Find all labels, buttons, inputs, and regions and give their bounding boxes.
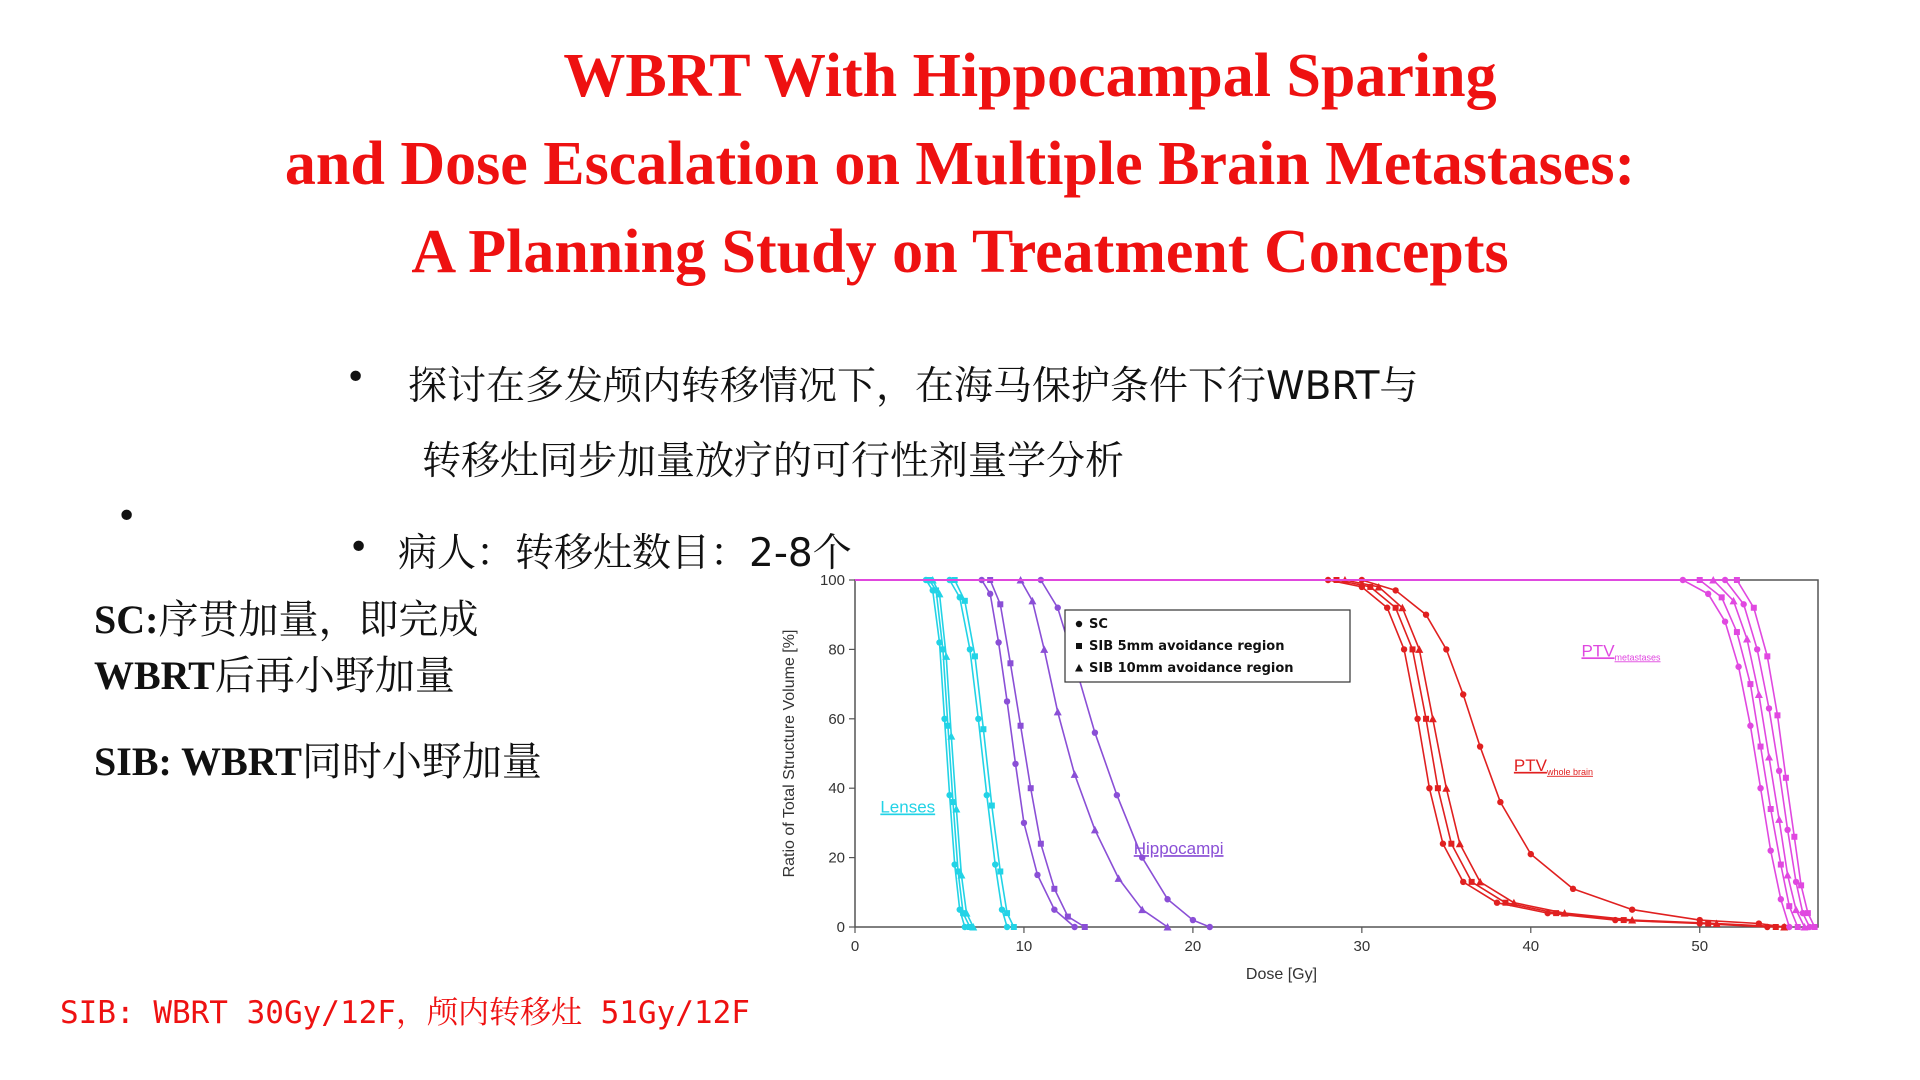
point-hippocampi-8-5: [1114, 792, 1120, 798]
point-ptv_metastases-17-1: [1734, 577, 1740, 583]
title-line-1: WBRT With Hippocampal Sparing: [563, 42, 1497, 110]
point-ptv_whole_brain-10-5: [1423, 716, 1429, 722]
point-hippocampi-6-4: [1018, 723, 1024, 729]
dvh-chart: [770, 565, 1830, 1005]
point-ptv_whole_brain-10-3: [1393, 605, 1399, 611]
point-ptv_whole_brain-10-6: [1435, 785, 1441, 791]
definition-sc-text-1: 序贯加量，即完成: [158, 597, 479, 642]
point-hippocampi-8-8: [1190, 917, 1196, 923]
annotation-sub-3: metastases: [1614, 652, 1661, 663]
x-tick-label-4: 40: [1522, 938, 1540, 955]
point-ptv_whole_brain-12-3: [1423, 612, 1429, 618]
point-lenses-3-5: [984, 792, 990, 798]
point-ptv_whole_brain-12-7: [1497, 799, 1503, 805]
point-hippocampi-8-7: [1164, 896, 1170, 902]
point-hippocampi-8-2: [1055, 605, 1061, 611]
point-hippocampi-6-3: [1007, 660, 1013, 666]
bullet-marker-2: •: [348, 527, 370, 568]
point-ptv_whole_brain-9-7: [1440, 841, 1446, 847]
point-ptv_metastases-16-3: [1754, 646, 1760, 652]
point-lenses-4-4: [980, 726, 986, 732]
definition-sc-line-1: [94, 588, 478, 645]
point-ptv_whole_brain-12-4: [1443, 646, 1449, 652]
annotation-main-0: Lenses: [880, 797, 936, 817]
point-ptv_metastases-14-2: [1719, 594, 1725, 600]
point-lenses-4-6: [997, 868, 1003, 874]
legend-label-2: SIB 10mm avoidance region: [1089, 661, 1294, 676]
x-tick-label-3: 30: [1353, 938, 1371, 955]
point-ptv_metastases-17-8: [1805, 910, 1811, 916]
point-ptv_metastases-14-7: [1778, 862, 1784, 868]
point-ptv_metastases-16-2: [1740, 601, 1746, 607]
point-ptv_whole_brain-9-6: [1426, 785, 1432, 791]
point-ptv_metastases-14-5: [1758, 744, 1764, 750]
legend-label-0: SC: [1089, 617, 1108, 632]
point-ptv_whole_brain-12-8: [1528, 851, 1534, 857]
point-hippocampi-5-5: [1012, 761, 1018, 767]
point-hippocampi-6-5: [1028, 785, 1034, 791]
x-axis-label: Dose [Gy]: [1245, 966, 1318, 983]
definition-sc-line-2: [94, 644, 455, 701]
y-axis-label: Ratio of Total Structure Volume [%]: [781, 629, 798, 878]
point-lenses-3-3: [967, 646, 973, 652]
annotation-main-1: Hippocampi: [1133, 839, 1224, 859]
point-hippocampi-5-6: [1021, 820, 1027, 826]
annotation-0: [880, 797, 935, 816]
point-ptv_whole_brain-12-5: [1460, 691, 1466, 697]
point-lenses-4-2: [962, 598, 968, 604]
point-ptv_whole_brain-10-4: [1410, 646, 1416, 652]
y-tick-label-4: 80: [828, 641, 845, 659]
y-tick-label-2: 40: [828, 780, 845, 798]
x-tick-label-5: 50: [1691, 938, 1709, 955]
point-ptv_metastases-14-9: [1795, 924, 1801, 930]
point-hippocampi-6-8: [1065, 914, 1071, 920]
point-hippocampi-8-4: [1092, 729, 1098, 735]
y-tick-label-3: 60: [828, 710, 845, 728]
point-lenses-3-6: [992, 861, 998, 867]
definition-sc-text-2: 后再小野加量: [214, 653, 455, 698]
point-lenses-4-5: [989, 803, 995, 809]
point-ptv_whole_brain-12-11: [1697, 917, 1703, 923]
point-ptv_metastases-17-9: [1812, 924, 1818, 930]
point-ptv_metastases-14-8: [1786, 903, 1792, 909]
point-ptv_metastases-16-5: [1776, 768, 1782, 774]
point-hippocampi-6-2: [997, 601, 1003, 607]
point-ptv_whole_brain-12-2: [1392, 587, 1398, 593]
point-ptv_whole_brain-12-10: [1629, 906, 1635, 912]
point-hippocampi-5-7: [1034, 872, 1040, 878]
point-ptv_metastases-13-5: [1747, 723, 1753, 729]
point-ptv_metastases-17-4: [1774, 712, 1780, 718]
definition-sib: [94, 730, 542, 787]
bullet-2-line-1: 病人：转移灶数目：2-8个: [398, 531, 852, 576]
point-lenses-4-7: [1004, 910, 1010, 916]
point-ptv_whole_brain-10-7: [1448, 841, 1454, 847]
point-ptv_metastases-13-6: [1757, 785, 1763, 791]
slide-title: [0, 32, 1920, 296]
point-lenses-3-4: [975, 716, 981, 722]
legend-marker-1: [1076, 643, 1082, 649]
point-ptv_whole_brain-12-6: [1477, 743, 1483, 749]
point-ptv_whole_brain-12-12: [1756, 920, 1762, 926]
y-tick-label-1: 20: [828, 849, 845, 867]
point-ptv_metastases-17-5: [1783, 775, 1789, 781]
point-ptv_metastases-16-6: [1784, 827, 1790, 833]
point-ptv_metastases-16-4: [1766, 705, 1772, 711]
definition-sib-term: SIB: WBRT: [94, 739, 302, 784]
point-ptv_metastases-14-3: [1734, 629, 1740, 635]
x-tick-label-2: 20: [1184, 938, 1202, 955]
point-hippocampi-5-2: [987, 591, 993, 597]
point-lenses-4-8: [1011, 924, 1017, 930]
point-ptv_metastases-14-6: [1768, 806, 1774, 812]
point-ptv_metastases-13-2: [1705, 591, 1711, 597]
point-ptv_metastases-13-7: [1767, 847, 1773, 853]
point-ptv_metastases-13-3: [1722, 618, 1728, 624]
annotation-main-3: PTV: [1581, 641, 1615, 661]
point-hippocampi-5-8: [1051, 906, 1057, 912]
point-lenses-4-3: [972, 653, 978, 659]
title-line-3: A Planning Study on Treatment Concepts: [411, 218, 1509, 286]
point-ptv_metastases-14-4: [1747, 681, 1753, 687]
point-hippocampi-8-9: [1207, 924, 1213, 930]
annotation-main-2: PTV: [1513, 755, 1547, 775]
x-tick-label-0: 0: [850, 938, 860, 955]
x-tick-label-1: 10: [1015, 938, 1033, 955]
legend-label-1: SIB 5mm avoidance region: [1089, 639, 1285, 654]
y-tick-label-5: 100: [819, 572, 845, 589]
point-hippocampi-5-4: [1004, 698, 1010, 704]
point-ptv_whole_brain-9-9: [1494, 900, 1500, 906]
point-ptv_metastases-13-9: [1786, 924, 1792, 930]
point-hippocampi-6-6: [1038, 841, 1044, 847]
annotation-1: [1134, 839, 1224, 858]
legend-marker-0: [1076, 621, 1082, 627]
point-ptv_whole_brain-12-9: [1570, 886, 1576, 892]
point-ptv_metastases-17-3: [1764, 653, 1770, 659]
annotation-sub-2: whole brain: [1546, 766, 1593, 777]
bullet-marker-1: •: [345, 357, 367, 398]
bullet-marker-empty: •: [116, 496, 138, 537]
point-ptv_metastases-17-6: [1791, 834, 1797, 840]
point-hippocampi-5-9: [1071, 924, 1077, 930]
footnote: SIB: WBRT 30Gy/12F，颅内转移灶 51Gy/12F: [60, 995, 750, 1031]
title-line-2: and Dose Escalation on Multiple Brain Metastases:: [284, 130, 1636, 198]
point-ptv_metastases-17-2: [1751, 605, 1757, 611]
point-ptv_whole_brain-9-5: [1414, 716, 1420, 722]
definition-sib-text: 同时小野加量: [301, 739, 542, 784]
point-hippocampi-6-7: [1051, 886, 1057, 892]
y-tick-label-0: 0: [836, 919, 845, 936]
bullet-1-line-1: 探讨在多发颅内转移情况下，在海马保护条件下行WBRT与: [408, 364, 1419, 409]
point-ptv_whole_brain-10-9: [1502, 900, 1508, 906]
point-lenses-3-8: [1004, 924, 1010, 930]
point-hippocampi-6-9: [1082, 924, 1088, 930]
point-hippocampi-5-3: [995, 639, 1001, 645]
point-ptv_metastases-13-8: [1778, 896, 1784, 902]
definition-sc-term-2: WBRT: [94, 653, 215, 698]
definition-sc-term: SC:: [94, 597, 159, 642]
point-ptv_metastases-17-7: [1798, 882, 1804, 888]
point-ptv_whole_brain-9-3: [1384, 605, 1390, 611]
point-ptv_whole_brain-9-4: [1401, 646, 1407, 652]
point-ptv_whole_brain-10-8: [1469, 879, 1475, 885]
point-ptv_metastases-13-4: [1735, 664, 1741, 670]
bullet-1-line-2: 转移灶同步加量放疗的可行性剂量学分析: [422, 439, 1125, 484]
point-ptv_whole_brain-9-8: [1460, 879, 1466, 885]
